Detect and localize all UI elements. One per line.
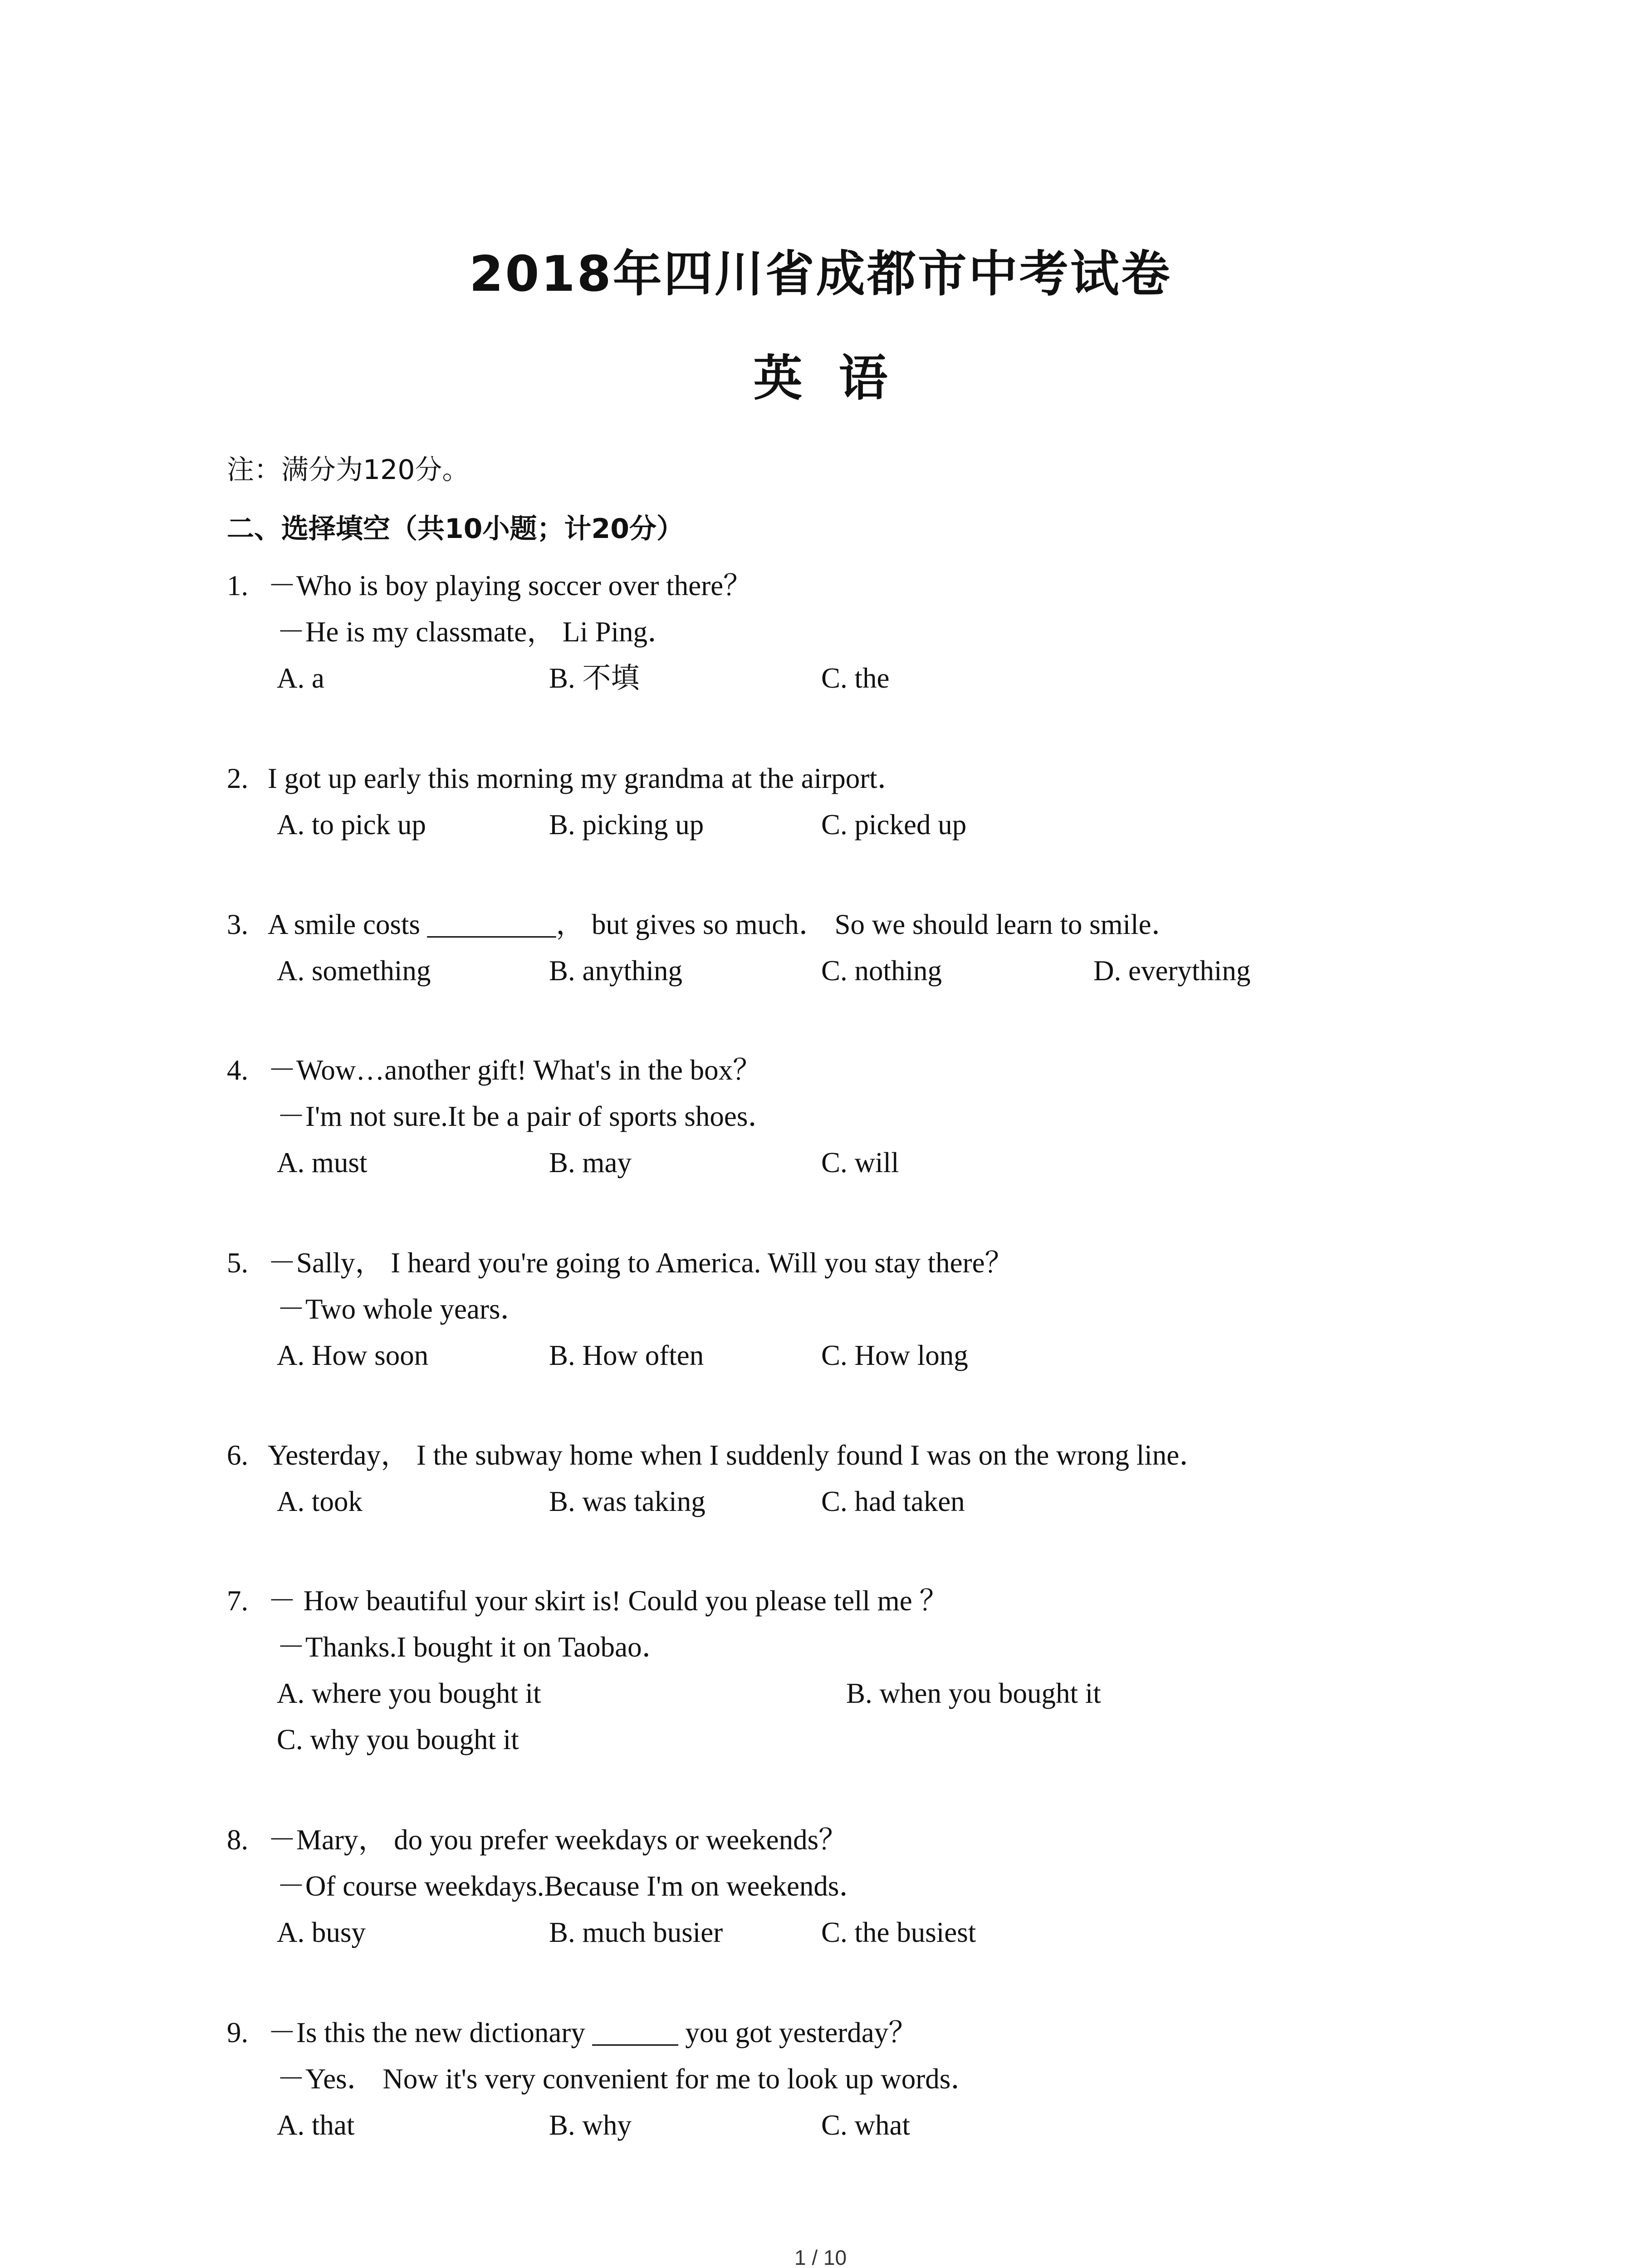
question-stem: Yesterday， I the subway home when I suddenly found I was on the wrong line． — [268, 1439, 1208, 1471]
option-b: B. may — [549, 1147, 632, 1178]
option-b: B. 不填 — [549, 662, 640, 694]
option-a: A. something — [277, 955, 431, 987]
option-b: B. why — [549, 2109, 632, 2141]
question-8 — [227, 1817, 1452, 1955]
option-c: C. why you bought it — [277, 1724, 519, 1755]
option-c: C. the — [821, 662, 890, 694]
question-number: 1. — [227, 570, 249, 601]
question-number: 8. — [227, 1824, 249, 1856]
question-9 — [227, 2009, 1452, 2148]
section-heading: 二、选择填空（共10小题；计20分） — [227, 513, 684, 545]
question-stem: －He is my classmate， Li Ping． — [277, 616, 676, 648]
option-c: C. what — [821, 2109, 910, 2141]
question-stem: I got up early this morning my grandma at the airport． — [268, 763, 906, 794]
question-3 — [227, 901, 1452, 994]
question-1 — [227, 562, 1452, 701]
option-c: C. the busiest — [821, 1916, 976, 1948]
option-c: C. will — [821, 1147, 899, 1178]
question-stem: －Two whole years． — [277, 1293, 529, 1325]
question-number: 6. — [227, 1439, 249, 1471]
question-stem: －Yes． Now it's very convenient for me to look up words． — [277, 2063, 980, 2095]
page-number: 1 / 10 — [794, 2246, 847, 2268]
question-stem: －Of course weekdays.Because I'm on weekends． — [277, 1870, 868, 1902]
option-c: C. picked up — [821, 809, 967, 841]
question-number: 2. — [227, 763, 249, 794]
question-number: 4. — [227, 1054, 249, 1086]
question-stem: －Is this the new dictionary ______ you got yesterday？ — [268, 2017, 917, 2048]
question-4 — [227, 1047, 1452, 1186]
question-stem: －Wow…another gift! What's in the box？ — [268, 1054, 762, 1086]
option-c: C. nothing — [821, 955, 942, 987]
option-a: A. where you bought it — [277, 1677, 541, 1709]
option-b: B. much busier — [549, 1916, 723, 1948]
option-b: B. was taking — [549, 1486, 705, 1517]
exam-subject: 英语 — [753, 350, 924, 407]
exam-title: 2018年四川省成都市中考试卷 — [469, 246, 1172, 303]
question-5 — [227, 1240, 1452, 1378]
option-a: A. took — [277, 1486, 362, 1517]
option-b: B. picking up — [549, 809, 704, 841]
option-d: D. everything — [1093, 955, 1251, 987]
question-stem: －Sally， I heard you're going to America. Will you stay there？ — [268, 1247, 1014, 1279]
option-a: A. to pick up — [277, 809, 426, 841]
option-a: A. must — [277, 1147, 367, 1178]
question-number: 5. — [227, 1247, 249, 1279]
option-a: A. How soon — [277, 1339, 429, 1371]
question-stem: － How beautiful your skirt is! Could you please tell me ？ — [268, 1585, 948, 1617]
option-b: B. when you bought it — [846, 1677, 1101, 1709]
option-b: B. How often — [549, 1339, 704, 1371]
question-stem: －Mary， do you prefer weekdays or weekends？ — [268, 1824, 847, 1856]
question-stem: －Thanks.I bought it on Taobao． — [277, 1631, 671, 1663]
score-note: 注：满分为120分。 — [227, 454, 470, 486]
question-stem: －I'm not sure.It be a pair of sports shoes． — [277, 1100, 777, 1132]
option-a: A. a — [277, 662, 324, 694]
question-7 — [227, 1578, 1452, 1763]
option-a: A. that — [277, 2109, 355, 2141]
question-stem: －Who is boy playing soccer over there？ — [268, 570, 752, 601]
option-a: A. busy — [277, 1916, 366, 1948]
question-2 — [227, 755, 1452, 848]
option-c: C. had taken — [821, 1486, 965, 1517]
question-number: 9. — [227, 2017, 249, 2048]
option-c: C. How long — [821, 1339, 968, 1371]
question-number: 7. — [227, 1585, 249, 1617]
question-stem: A smile costs _________， but gives so much． So we should learn to smile． — [268, 909, 1180, 940]
question-6 — [227, 1432, 1452, 1525]
option-b: B. anything — [549, 955, 682, 987]
question-number: 3. — [227, 909, 249, 940]
